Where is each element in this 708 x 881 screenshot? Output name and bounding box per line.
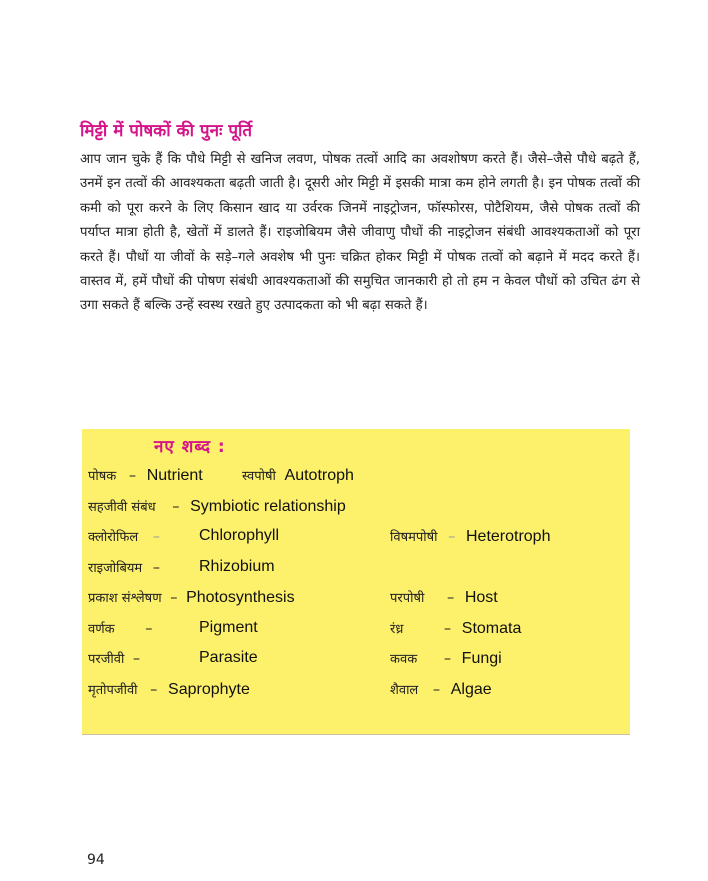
term-dash: –	[443, 621, 452, 637]
term-parasite-english	[199, 649, 258, 667]
term-english: Saprophyte	[168, 681, 250, 698]
term-dash: –	[145, 621, 153, 637]
term-english: Nutrient	[146, 467, 203, 484]
term-english: Algae	[450, 681, 492, 698]
term-english: Stomata	[461, 620, 522, 637]
term-autotroph	[242, 466, 354, 485]
term-dash: –	[448, 529, 456, 545]
term-dash: –	[172, 499, 180, 515]
term-rhizobium-english	[199, 558, 275, 576]
term-algae	[390, 680, 492, 699]
term-dash: –	[443, 651, 452, 667]
term-hindi: सहजीवी संबंध	[88, 500, 156, 515]
term-hindi: वर्णक	[88, 622, 115, 637]
term-english: Autotroph	[284, 467, 354, 484]
term-english: Rhizobium	[199, 558, 275, 575]
term-dash: –	[152, 529, 161, 545]
term-dash: –	[170, 590, 178, 606]
term-symbiotic-relationship	[88, 497, 346, 516]
section-heading: मिट्टी में पोषकों की पुनः पूर्ति	[80, 121, 253, 141]
term-dash: –	[128, 468, 137, 484]
term-dash: –	[150, 682, 158, 698]
term-rhizobium	[88, 558, 160, 576]
term-chlorophyll	[88, 527, 160, 545]
term-parasite	[88, 649, 140, 667]
term-hindi: विषमपोषी	[390, 530, 438, 545]
term-english: Parasite	[199, 649, 258, 666]
term-english: Heterotroph	[465, 528, 551, 545]
term-dash: –	[446, 590, 455, 606]
term-hindi: शैवाल	[390, 683, 419, 698]
term-photosynthesis	[88, 588, 295, 607]
term-hindi: प्रकाश संश्लेषण	[88, 591, 162, 606]
term-hindi: मृतोपजीवी	[88, 683, 138, 698]
term-dash: –	[152, 560, 161, 576]
term-english: Photosynthesis	[186, 589, 295, 606]
term-english: Fungi	[461, 650, 502, 667]
term-dash: –	[132, 651, 141, 667]
term-fungi	[390, 649, 502, 668]
term-hindi: कवक	[390, 652, 418, 667]
term-english: Symbiotic relationship	[190, 498, 346, 515]
body-paragraph: आप जान चुके हैं कि पौधे मिट्टी से खनिज लवण, पोषक तत्वों आदि का अवशोषण करते हैं। जैसे–जैसे पौधे बढ़ते हैं, उनमें इन तत्वों की आवश्यकता बढ़ती जाती है। दूसरी ओर मिट्टी में इसकी मात्रा कम होने लगती है। इन पोषक तत्वों की कमी को पूरा करने के लिए किसान खाद या उर्वरक जिनमें नाइट्रोजन, फॉस्फोरस, पोटैशियम, जैसे पोषक तत्वों की पर्याप्त मात्रा होती है, खेतों में डालते हैं। राइजोबियम जैसे जीवाणु पौधों की नाइट्रोजन संबंधी आवश्यकताओं को पूरा करते हैं। पौधों या जीवों के सड़े–गले अवशेष भी पुनः चक्रित होकर मिट्टी में पोषक तत्वों को बढ़ाने में मदद करते हैं। वास्तव में, हमें पौधों की पोषण संबंधी आवश्यकताओं की समुचित जानकारी हो तो हम न केवल पौधों को उचित ढंग से उगा सकते हैं बल्कि उन्हें स्वस्थ रखते हुए उत्पादकता को भी बढ़ा सकते हैं।	[80, 152, 640, 314]
term-saprophyte	[88, 680, 250, 699]
term-dash: –	[432, 682, 441, 698]
term-pigment	[88, 619, 152, 637]
term-stomata	[390, 619, 521, 638]
term-english: Chlorophyll	[199, 527, 280, 544]
term-heterotroph	[390, 527, 550, 546]
term-hindi: स्वपोषी	[242, 469, 276, 484]
term-hindi: राइजोबियम	[88, 561, 143, 576]
term-hindi: रंध्र	[390, 622, 404, 637]
page-number: 94	[87, 852, 105, 868]
term-nutrient	[88, 466, 203, 485]
term-chlorophyll-english	[199, 527, 279, 545]
term-english: Pigment	[199, 619, 258, 636]
term-host	[390, 588, 498, 607]
term-hindi: परजीवी	[88, 652, 125, 667]
new-words-box	[82, 429, 630, 735]
new-words-heading: नए शब्द :	[154, 437, 226, 457]
term-english: Host	[464, 589, 498, 606]
term-hindi: परपोषी	[390, 591, 425, 606]
term-pigment-english	[199, 619, 258, 637]
term-hindi: पोषक	[88, 469, 117, 484]
term-hindi: क्लोरोफिल	[88, 530, 139, 545]
